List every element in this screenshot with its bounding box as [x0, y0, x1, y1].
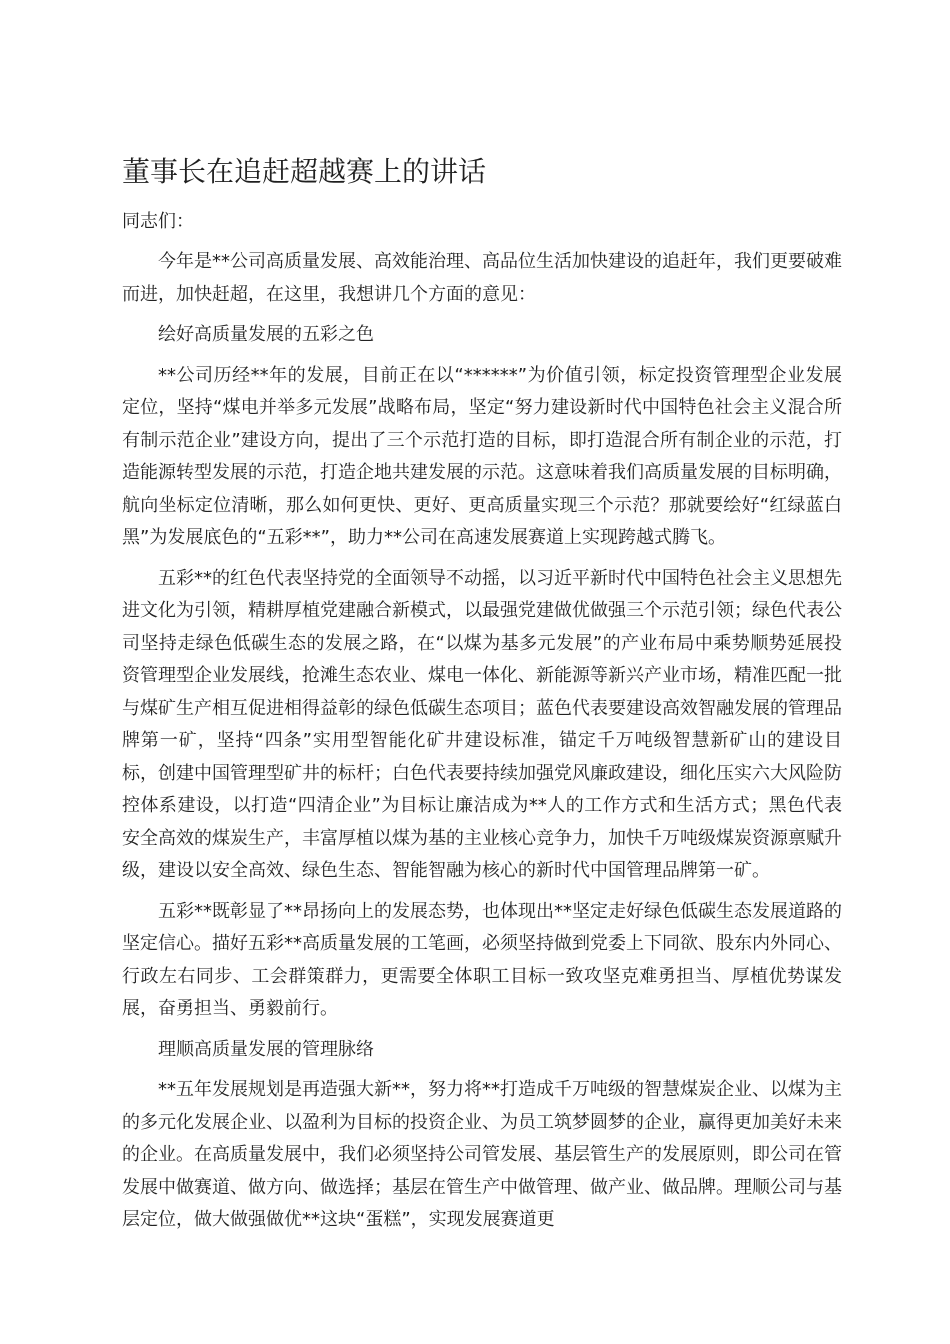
section-heading-five-colors: 绘好高质量发展的五彩之色	[158, 324, 374, 345]
body-paragraph: **五年发展规划是再造强大新**，努力将**打造成千万吨级的智慧煤炭企业、以煤为主的多元化发展企业、以盈利为目标的投资企业、为员工筑梦圆梦的企业，赢得更加美好未来的企业。在高质量发展中，我们必须坚持公司管发展、基层管生产的发展原则，即公司在管发展中做赛道、做方向、做选择；基层在管生产中做管理、做产业、做品牌。理顺公司与基层定位，做大做强做优**这块“蛋糕”，实现发展赛道更	[122, 1079, 842, 1230]
body-paragraph: **公司历经**年的发展，目前正在以“******”为价值引领，标定投资管理型企业发展定位，坚持“煤电并举多元发展”战略布局，坚定“努力建设新时代中国特色社会主义混合所有制示范企业”建设方向，提出了三个示范打造的目标，即打造混合所有制企业的示范，打造能源转型发展的示范，打造企地共建发展的示范。这意味着我们高质量发展的目标明确，航向坐标定位清晰，那么如何更快、更好、更高质量实现三个示范？那就要绘好“红绿蓝白黑”为发展底色的“五彩**”，助力**公司在高速发展赛道上实现跨越式腾飞。	[122, 364, 842, 548]
document-title: 董事长在追赶超越赛上的讲话	[122, 155, 487, 188]
body-paragraph: 五彩**的红色代表坚持党的全面领导不动摇，以习近平新时代中国特色社会主义思想先进文化为引领，精耕厚植党建融合新模式，以最强党建做优做强三个示范引领；绿色代表公司坚持走绿色低碳生态的发展之路，在“以煤为基多元发展”的产业布局中乘势顺势延展投资管理型企业发展线，抢滩生态农业、煤电一体化、新能源等新兴产业市场，精准匹配一批与煤矿生产相互促进相得益彰的绿色低碳生态项目；蓝色代表要建设高效智融发展的管理品牌第一矿，坚持“四条”实用型智能化矿井建设标准，锚定千万吨级智慧新矿山的建设目标，创建中国管理型矿井的标杆；白色代表要持续加强党风廉政建设，细化压实六大风险防控体系建设，以打造“四清企业”为目标让廉洁成为**人的工作方式和生活方式；黑色代表安全高效的煤炭生产，丰富厚植以煤为基的主业核心竞争力，加快千万吨级煤炭资源禀赋升级，建设以安全高效、绿色生态、智能智融为核心的新时代中国管理品牌第一矿。	[122, 567, 842, 881]
document-body	[122, 246, 842, 1245]
salutation: 同志们：	[122, 211, 194, 232]
body-paragraph: 五彩**既彰显了**昂扬向上的发展态势，也体现出**坚定走好绿色低碳生态发展道路的坚定信心。描好五彩**高质量发展的工笔画，必须坚持做到党委上下同欲、股东内外同心、行政左右同步、工会群策群力，更需要全体职工目标一致攻坚克难勇担当、厚植优势谋发展，奋勇担当、勇毅前行。	[122, 900, 842, 1019]
section-heading-management: 理顺高质量发展的管理脉络	[158, 1038, 374, 1060]
intro-paragraph: 今年是**公司高质量发展、高效能治理、高品位生活加快建设的追赶年，我们更要破难而进，加快赶超，在这里，我想讲几个方面的意见：	[122, 251, 842, 305]
